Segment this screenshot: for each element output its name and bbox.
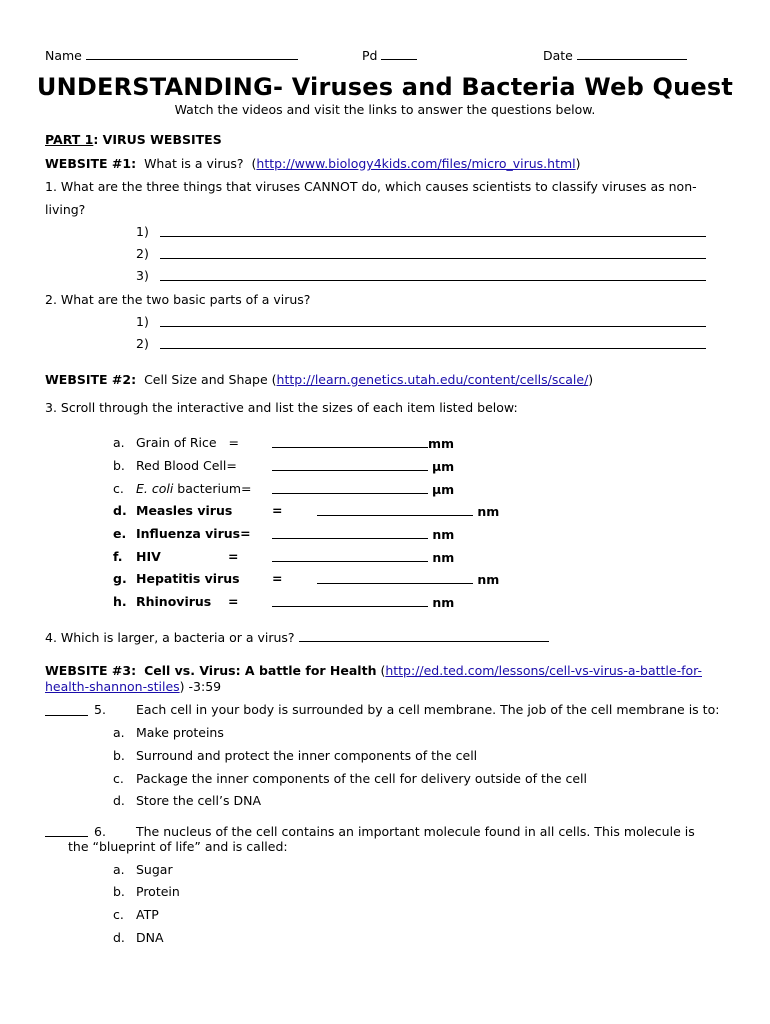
q2-answer-line-2[interactable] bbox=[160, 348, 706, 349]
date-label: Date bbox=[543, 48, 573, 63]
question-1-line1: 1. What are the three things that viruses CANNOT do, which causes scientists to classify viruses as non- bbox=[45, 179, 697, 194]
size-item-f-eq: = bbox=[228, 549, 239, 564]
size-item-f-answer bbox=[272, 549, 454, 565]
size-item-h bbox=[113, 594, 127, 609]
question-4 bbox=[45, 629, 549, 645]
website1-heading: WEBSITE #1: What is a virus? (http://www.biology4kids.com/files/micro_virus.html) bbox=[45, 156, 581, 171]
item-letter: e. bbox=[113, 526, 127, 541]
website2-text: Cell Size and Shape bbox=[144, 372, 268, 387]
size-item-e bbox=[113, 526, 126, 541]
question-1-line2: living? bbox=[45, 202, 86, 217]
size-item-g bbox=[113, 571, 127, 586]
size-item-e-answer bbox=[272, 526, 454, 542]
item-name: Grain of Rice bbox=[136, 435, 217, 450]
question-3: 3. Scroll through the interactive and list the sizes of each item listed below: bbox=[45, 400, 518, 415]
website3-text: Cell vs. Virus: A battle for Health bbox=[144, 663, 377, 678]
q5-answer-blank[interactable] bbox=[45, 715, 88, 716]
q1-answer-line-2[interactable] bbox=[160, 258, 706, 259]
item-letter: d. bbox=[113, 503, 127, 518]
size-item-d-eq: = bbox=[272, 503, 283, 518]
date-field bbox=[543, 47, 687, 63]
size-item-h-name: Rhinovirus bbox=[136, 594, 212, 609]
part1-label: PART 1 bbox=[45, 132, 94, 147]
size-item-a-name bbox=[136, 435, 239, 450]
website2-link[interactable]: http://learn.genetics.utah.edu/content/cells/scale/ bbox=[276, 372, 589, 387]
pd-label: Pd bbox=[362, 48, 378, 63]
size-item-f bbox=[113, 549, 123, 564]
q5-option-c-letter: c. bbox=[113, 771, 124, 786]
size-item-h-answer bbox=[272, 594, 454, 610]
item-name-italic: E. coli bbox=[136, 481, 174, 496]
item-unit: nm bbox=[432, 527, 455, 542]
q6-option-d-letter: d. bbox=[113, 930, 125, 945]
q6-answer-blank[interactable] bbox=[45, 836, 88, 837]
name-field bbox=[45, 47, 298, 63]
size-item-b-name: Red Blood Cell= bbox=[136, 458, 237, 473]
question-6-line1: The nucleus of the cell contains an important molecule found in all cells. This molecule is bbox=[136, 824, 695, 839]
item-letter: c. bbox=[113, 481, 124, 496]
q1-item-1: 1) bbox=[136, 224, 149, 239]
q5-option-b-letter: b. bbox=[113, 748, 125, 763]
item-letter: b. bbox=[113, 458, 125, 473]
q6-option-a[interactable]: Sugar bbox=[136, 862, 173, 877]
answer-blank[interactable] bbox=[317, 571, 473, 584]
q1-answer-line-1[interactable] bbox=[160, 236, 706, 237]
item-unit: mm bbox=[428, 436, 455, 451]
item-unit: nm bbox=[477, 572, 500, 587]
website3-label: WEBSITE #3: bbox=[45, 663, 137, 678]
size-item-c-name bbox=[136, 481, 252, 496]
size-item-c-answer bbox=[272, 481, 454, 497]
q5-number: 5. bbox=[94, 702, 106, 717]
website3-link-part1[interactable]: http://ed.ted.com/lessons/cell-vs-virus-a-battle-for- bbox=[385, 663, 702, 678]
answer-blank[interactable] bbox=[272, 526, 428, 539]
size-item-b-answer bbox=[272, 458, 454, 474]
q1-answer-line-3[interactable] bbox=[160, 280, 706, 281]
item-unit: nm bbox=[432, 550, 455, 565]
q5-option-c[interactable]: Package the inner components of the cell for delivery outside of the cell bbox=[136, 771, 587, 786]
website3-heading: WEBSITE #3: Cell vs. Virus: A battle for Health (http://ed.ted.com/lessons/cell-vs-virus-a-battle-for- bbox=[45, 663, 702, 678]
pd-blank[interactable] bbox=[381, 47, 417, 60]
website1-link[interactable]: http://www.biology4kids.com/files/micro_virus.html bbox=[256, 156, 576, 171]
q5-option-a[interactable]: Make proteins bbox=[136, 725, 224, 740]
item-unit: nm bbox=[432, 595, 455, 610]
size-item-b bbox=[113, 458, 125, 473]
size-item-c bbox=[113, 481, 124, 496]
q6-option-b[interactable]: Protein bbox=[136, 884, 180, 899]
size-item-d bbox=[113, 503, 127, 518]
part1-rest: : VIRUS WEBSITES bbox=[93, 132, 222, 147]
part1-heading bbox=[45, 132, 222, 147]
website3-link-part2[interactable]: health-shannon-stiles bbox=[45, 679, 180, 694]
q1-item-3: 3) bbox=[136, 268, 149, 283]
size-item-a bbox=[113, 435, 125, 450]
answer-blank[interactable] bbox=[272, 435, 428, 448]
size-item-g-answer bbox=[317, 571, 499, 587]
item-letter: g. bbox=[113, 571, 127, 586]
q6-option-b-letter: b. bbox=[113, 884, 125, 899]
website1-label: WEBSITE #1: bbox=[45, 156, 137, 171]
answer-blank[interactable] bbox=[272, 481, 428, 494]
question-6-line2: the “blueprint of life” and is called: bbox=[68, 839, 288, 854]
answer-blank[interactable] bbox=[272, 458, 428, 471]
size-item-e-name: Influenza virus= bbox=[136, 526, 251, 541]
date-blank[interactable] bbox=[577, 47, 687, 60]
q1-item-2: 2) bbox=[136, 246, 149, 261]
item-eq: = bbox=[228, 435, 240, 450]
q5-option-b[interactable]: Surround and protect the inner components of the cell bbox=[136, 748, 478, 763]
answer-blank[interactable] bbox=[272, 549, 428, 562]
pd-field bbox=[362, 47, 417, 63]
q5-option-d-letter: d. bbox=[113, 793, 125, 808]
q2-item-2: 2) bbox=[136, 336, 149, 351]
q6-option-d[interactable]: DNA bbox=[136, 930, 164, 945]
website2-heading: WEBSITE #2: Cell Size and Shape (http://learn.genetics.utah.edu/content/cells/scale/) bbox=[45, 372, 594, 387]
size-item-d-name: Measles virus bbox=[136, 503, 233, 518]
size-item-h-eq: = bbox=[228, 594, 239, 609]
size-item-f-name: HIV bbox=[136, 549, 161, 564]
item-unit: µm bbox=[431, 459, 455, 474]
q4-answer-blank[interactable] bbox=[299, 629, 549, 642]
q5-option-a-letter: a. bbox=[113, 725, 125, 740]
size-item-a-answer bbox=[272, 435, 454, 451]
q2-item-1: 1) bbox=[136, 314, 149, 329]
q6-number: 6. bbox=[94, 824, 106, 839]
size-item-d-answer bbox=[317, 503, 499, 519]
item-letter: h. bbox=[113, 594, 127, 609]
question-5: Each cell in your body is surrounded by a cell membrane. The job of the cell membrane is to: bbox=[136, 702, 720, 717]
size-item-g-name: Hepatitis virus bbox=[136, 571, 240, 586]
item-unit: µm bbox=[431, 482, 455, 497]
website2-label: WEBSITE #2: bbox=[45, 372, 137, 387]
name-label: Name bbox=[45, 48, 82, 63]
item-letter: a. bbox=[113, 435, 125, 450]
website3-heading-cont: health-shannon-stiles) -3:59 bbox=[45, 679, 222, 694]
answer-blank[interactable] bbox=[317, 503, 473, 516]
page-title: UNDERSTANDING- Viruses and Bacteria Web Quest bbox=[36, 73, 734, 101]
name-blank[interactable] bbox=[86, 47, 298, 60]
q2-answer-line-1[interactable] bbox=[160, 326, 706, 327]
item-unit: nm bbox=[477, 504, 500, 519]
question-4-text: 4. Which is larger, a bacteria or a virus? bbox=[45, 630, 295, 645]
item-name: bacterium= bbox=[173, 481, 252, 496]
answer-blank[interactable] bbox=[272, 594, 428, 607]
q6-option-a-letter: a. bbox=[113, 862, 125, 877]
size-item-g-eq: = bbox=[272, 571, 283, 586]
q5-option-d[interactable]: Store the cell’s DNA bbox=[136, 793, 261, 808]
page-subtitle: Watch the videos and visit the links to answer the questions below. bbox=[174, 102, 596, 117]
q6-option-c-letter: c. bbox=[113, 907, 124, 922]
item-letter: f. bbox=[113, 549, 123, 564]
question-2: 2. What are the two basic parts of a virus? bbox=[45, 292, 311, 307]
q6-option-c[interactable]: ATP bbox=[136, 907, 159, 922]
website1-text: What is a virus? bbox=[144, 156, 244, 171]
website3-duration: -3:59 bbox=[184, 679, 222, 694]
